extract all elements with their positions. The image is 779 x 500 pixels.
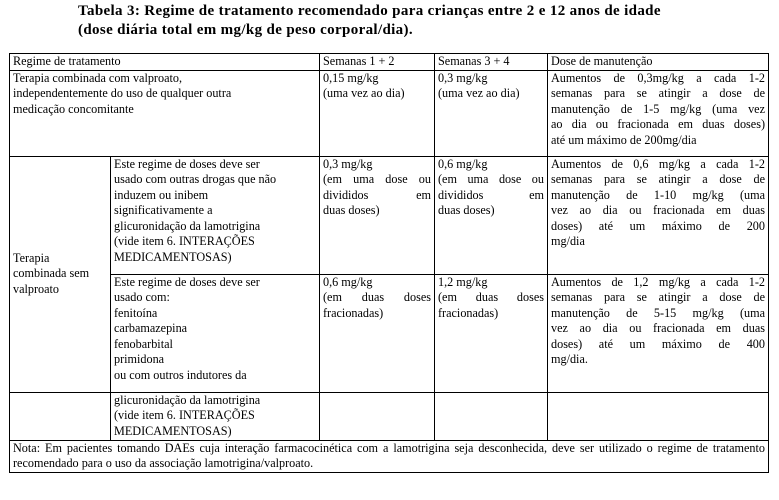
row-non-interacting-drugs xyxy=(10,156,769,274)
text-line: Aumentos de 0,6 mg/kg a cada 1-2 xyxy=(551,156,765,171)
text-line: semanas para se atingir a dose de xyxy=(551,290,765,304)
dose-value: 0,3 mg/kg xyxy=(323,156,373,171)
cell-regime xyxy=(10,70,320,156)
text-line: medicação concomitante xyxy=(13,101,134,116)
cell-weeks-3-4 xyxy=(435,156,548,274)
cell-description xyxy=(111,392,320,440)
text-line: (em uma dose ou xyxy=(438,172,544,186)
dose-value: 0,6 mg/kg xyxy=(323,274,373,289)
text-line: divididos em xyxy=(323,187,431,202)
cell-weeks-1-2 xyxy=(320,274,435,392)
text-line: vez ao dia ou fracionada em duas xyxy=(551,203,765,217)
dose-value: 1,2 mg/kg xyxy=(438,274,488,289)
cell-empty xyxy=(320,392,435,440)
text-line: valproato xyxy=(13,281,60,296)
text-line: vez ao dia ou fracionada em duas xyxy=(551,321,765,335)
text-line: ou com outros indutores da xyxy=(114,367,247,382)
text-line: induzem ou inibem xyxy=(114,187,209,202)
text-line: independentemente do uso de qualquer outra xyxy=(13,86,232,100)
text-line: ao dia ou fracionada em duas doses) xyxy=(551,117,765,131)
text-line: (vide item 6. INTERAÇÕES xyxy=(114,408,255,422)
drug-name: carbamazepina xyxy=(114,321,188,335)
dose-frequency: (uma vez ao dia) xyxy=(438,86,520,100)
cell-description xyxy=(111,274,320,392)
cell-maintenance xyxy=(548,70,769,156)
text-line: fracionadas) xyxy=(438,305,499,320)
table-note: Nota: Em pacientes tomando DAEs cuja interação farmacocinética com a lamotrigina seja desconhecida, deve ser utilizado o regime de tratamento recomendado para o uso da associação lamotrigina/valproato. xyxy=(10,440,769,472)
text-line: divididos em xyxy=(438,187,544,202)
text-line: Aumentos de 0,3mg/kg a cada 1-2 xyxy=(551,70,765,85)
cell-maintenance xyxy=(548,274,769,392)
dose-value: 0,6 mg/kg xyxy=(438,156,488,171)
cell-empty xyxy=(548,392,769,440)
caption-line-1: Tabela 3: Regime de tratamento recomendado para crianças entre 2 e 12 anos de idade xyxy=(78,3,661,19)
row-valproate xyxy=(10,70,769,156)
row-inducers xyxy=(10,274,769,392)
cell-weeks-1-2 xyxy=(320,70,435,156)
text-line: semanas para se atingir a dose de xyxy=(551,86,765,100)
header-weeks-1-2: Semanas 1 + 2 xyxy=(320,54,435,71)
cell-weeks-3-4 xyxy=(435,70,548,156)
text-line: Este regime de doses deve ser xyxy=(114,274,260,289)
cell-maintenance xyxy=(548,156,769,274)
cell-weeks-3-4 xyxy=(435,274,548,392)
text-line: (vide item 6. INTERAÇÕES xyxy=(114,234,255,248)
text-line: semanas para se atingir a dose de xyxy=(551,172,765,186)
header-maintenance-dose: Dose de manutenção xyxy=(548,54,769,71)
header-row xyxy=(10,54,769,71)
text-line: manutenção de 5-15 mg/kg (uma xyxy=(551,305,765,320)
text-line: duas doses) xyxy=(323,203,380,217)
text-line: combinada sem xyxy=(13,266,90,281)
text-line: Terapia xyxy=(13,250,50,265)
table-caption xyxy=(78,2,768,40)
header-regime: Regime de tratamento xyxy=(10,54,320,71)
text-line: doses) até um máximo de 400 xyxy=(551,336,765,351)
text-line: usado com outras drogas que não xyxy=(114,172,277,186)
text-line: MEDICAMENTOSAS) xyxy=(114,249,232,264)
group-label-no-valproate xyxy=(10,156,111,392)
caption-line-2: (dose diária total em mg/kg de peso corporal/dia). xyxy=(78,22,413,38)
dose-value: 0,15 mg/kg xyxy=(323,70,379,85)
text-line: usado com: xyxy=(114,290,170,304)
text-line: mg/dia xyxy=(551,234,585,248)
text-line: (em uma dose ou xyxy=(323,172,431,186)
treatment-table xyxy=(9,53,769,473)
text-line: duas doses) xyxy=(438,203,495,217)
note-row xyxy=(10,440,769,472)
text-line: glicuronidação da lamotrigina xyxy=(114,218,261,233)
text-line: (em duas doses xyxy=(323,290,431,304)
text-line: MEDICAMENTOSAS) xyxy=(114,423,232,438)
text-line: até um máximo de 200mg/dia xyxy=(551,132,697,147)
cell-empty xyxy=(435,392,548,440)
cell-weeks-1-2 xyxy=(320,156,435,274)
text-line: Aumentos de 1,2 mg/kg a cada 1-2 xyxy=(551,274,765,289)
text-line: Este regime de doses deve ser xyxy=(114,156,260,171)
header-weeks-3-4: Semanas 3 + 4 xyxy=(435,54,548,71)
text-line: significativamente a xyxy=(114,203,213,217)
drug-name: fenobarbital xyxy=(114,336,173,351)
drug-name: fenitoína xyxy=(114,305,158,320)
dose-value: 0,3 mg/kg xyxy=(438,70,488,85)
text-line: glicuronidação da lamotrigina xyxy=(114,392,261,407)
text-line: fracionadas) xyxy=(323,305,384,320)
cell-empty xyxy=(10,392,111,440)
row-inducers-continued xyxy=(10,392,769,440)
drug-name: primidona xyxy=(114,352,165,366)
dose-frequency: (uma vez ao dia) xyxy=(323,86,405,100)
text-line: Terapia combinada com valproato, xyxy=(13,70,183,85)
text-line: manutenção de 1-10 mg/kg (uma xyxy=(551,187,765,202)
cell-description xyxy=(111,156,320,274)
text-line: (em duas doses xyxy=(438,290,544,304)
text-line: manutenção de 1-5 mg/kg (uma vez xyxy=(551,101,765,116)
text-line: mg/dia. xyxy=(551,352,588,366)
text-line: doses) até um máximo de 200 xyxy=(551,218,765,233)
